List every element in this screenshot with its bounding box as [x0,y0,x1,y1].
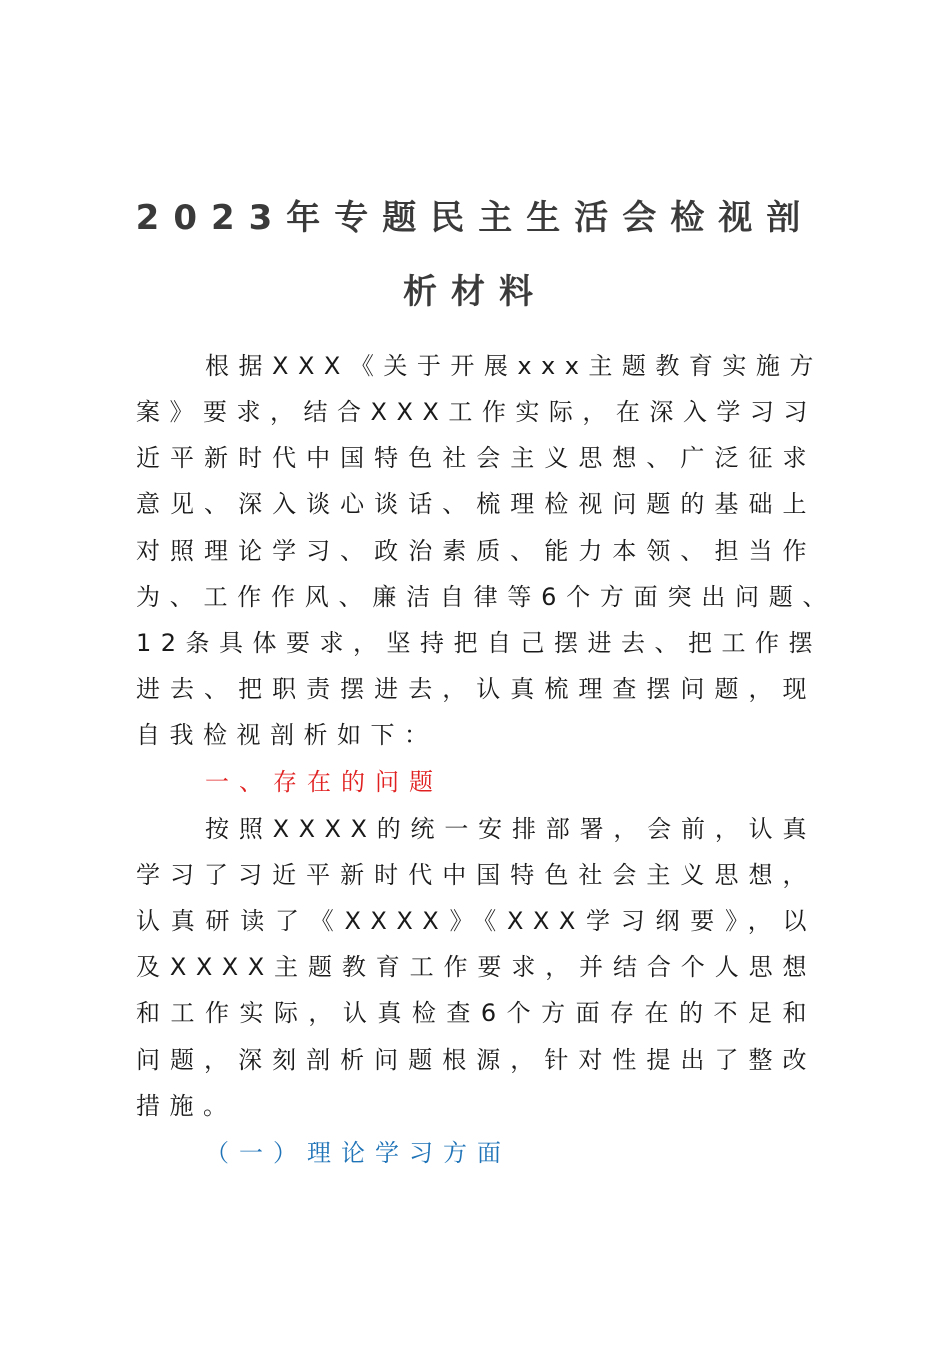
paragraph-line: 意见、深入谈心谈话、梳理检视问题的基础上 [136,490,816,518]
paragraph-line: 认真研读了《XXXX》《XXX学习纲要》，以 [136,907,816,935]
paragraph-line: 及XXXX主题教育工作要求，并结合个人思想 [136,953,816,981]
paragraph-line: 学习了习近平新时代中国特色社会主义思想， [136,861,816,889]
subsection-heading-theory-study: （一）理论学习方面 [205,1139,511,1167]
section-heading-problems: 一、存在的问题 [205,768,443,796]
paragraph-line: 自我检视剖析如下： [136,721,438,749]
paragraph-line: 为、工作作风、廉洁自律等6个方面突出问题、 [136,583,836,611]
paragraph-line: 问题，深刻剖析问题根源，针对性提出了整改 [136,1046,816,1074]
paragraph-line: 措施。 [136,1092,237,1120]
paragraph-line: 和工作实际，认真检查6个方面存在的不足和 [136,999,816,1027]
document-title-line-2: 析材料 [403,272,547,312]
document-title-line-1: 2023年专题民主生活会检视剖 [135,198,815,238]
paragraph-line: 按照XXXX的统一安排部署，会前，认真 [205,815,816,843]
paragraph-line: 进去、把职责摆进去，认真梳理查摆问题，现 [136,675,816,703]
paragraph-line: 案》要求，结合XXX工作实际，在深入学习习 [136,398,817,426]
paragraph-line: 根据XXX《关于开展xxx主题教育实施方 [205,352,823,380]
paragraph-line: 对照理论学习、政治素质、能力本领、担当作 [136,537,816,565]
paragraph-line: 近平新时代中国特色社会主义思想、广泛征求 [136,444,816,472]
paragraph-line: 12条具体要求，坚持把自己摆进去、把工作摆 [136,629,823,657]
